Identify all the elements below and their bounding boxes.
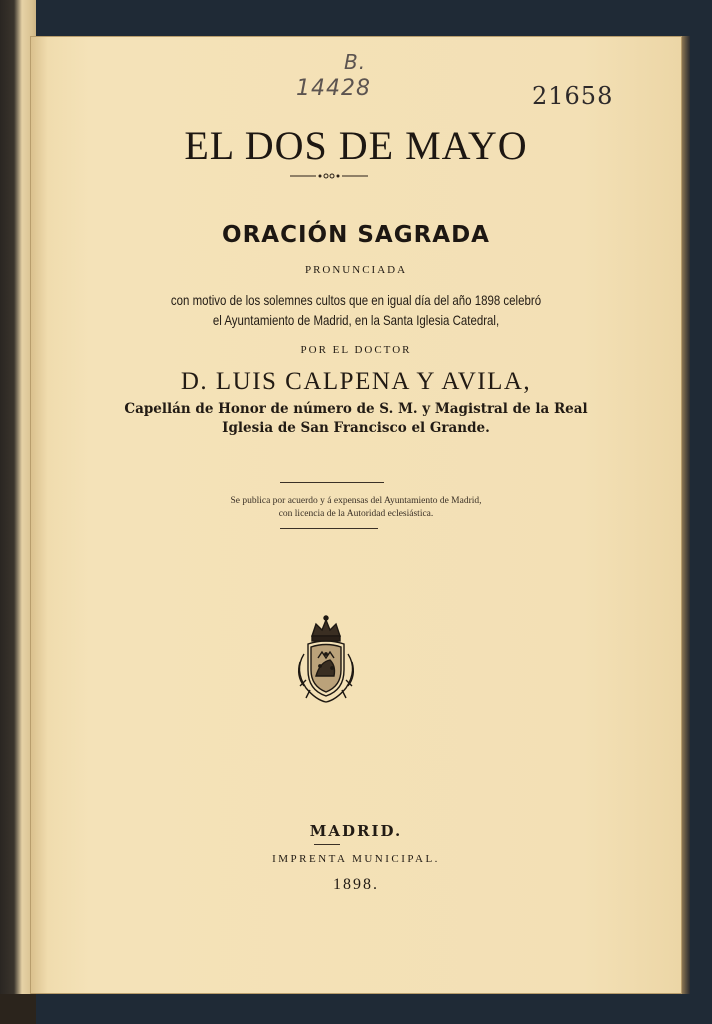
- publication-year: 1898.: [333, 876, 379, 893]
- printer: IMPRENTA MUNICIPAL.: [272, 853, 440, 865]
- occasion-line-1: con motivo de los solemnes cultos que en igual día del año 1898 celebró: [170, 292, 542, 308]
- publication-note-line-2: con licencia de la Autoridad eclesiástica.: [278, 509, 434, 519]
- divider-top: [280, 482, 384, 483]
- title-page: [30, 36, 682, 994]
- madrid-coat-of-arms-icon: [286, 614, 366, 706]
- occasion-line-2: el Ayuntamiento de Madrid, en la Santa Iglesia Catedral,: [212, 312, 500, 328]
- author-title-line-1: Capellán de Honor de número de S. M. y Magistral de la Real: [124, 401, 588, 417]
- place-underline: [314, 844, 340, 845]
- subtitle: ORACIÓN SAGRADA: [222, 222, 490, 248]
- author-name: D. LUIS CALPENA Y AVILA,: [180, 368, 532, 395]
- author-title-line-2: Iglesia de San Francisco el Grande.: [222, 420, 490, 436]
- stamp-number: 21658: [532, 82, 614, 110]
- divider-bottom: [280, 528, 378, 529]
- pronunciada-label: PRONUNCIADA: [304, 264, 408, 276]
- handwritten-letter: B.: [344, 50, 367, 74]
- place-of-publication: MADRID.: [309, 822, 403, 840]
- ornament-divider-icon: [290, 172, 368, 182]
- page-title: EL DOS DE MAYO: [184, 123, 528, 168]
- por-el-doctor-label: POR EL DOCTOR: [300, 344, 412, 356]
- publication-note-line-1: Se publica por acuerdo y á expensas del Ayuntamiento de Madrid,: [230, 496, 482, 506]
- handwritten-shelf-number: 14428: [296, 76, 371, 101]
- page-edge-shadow: [682, 36, 690, 994]
